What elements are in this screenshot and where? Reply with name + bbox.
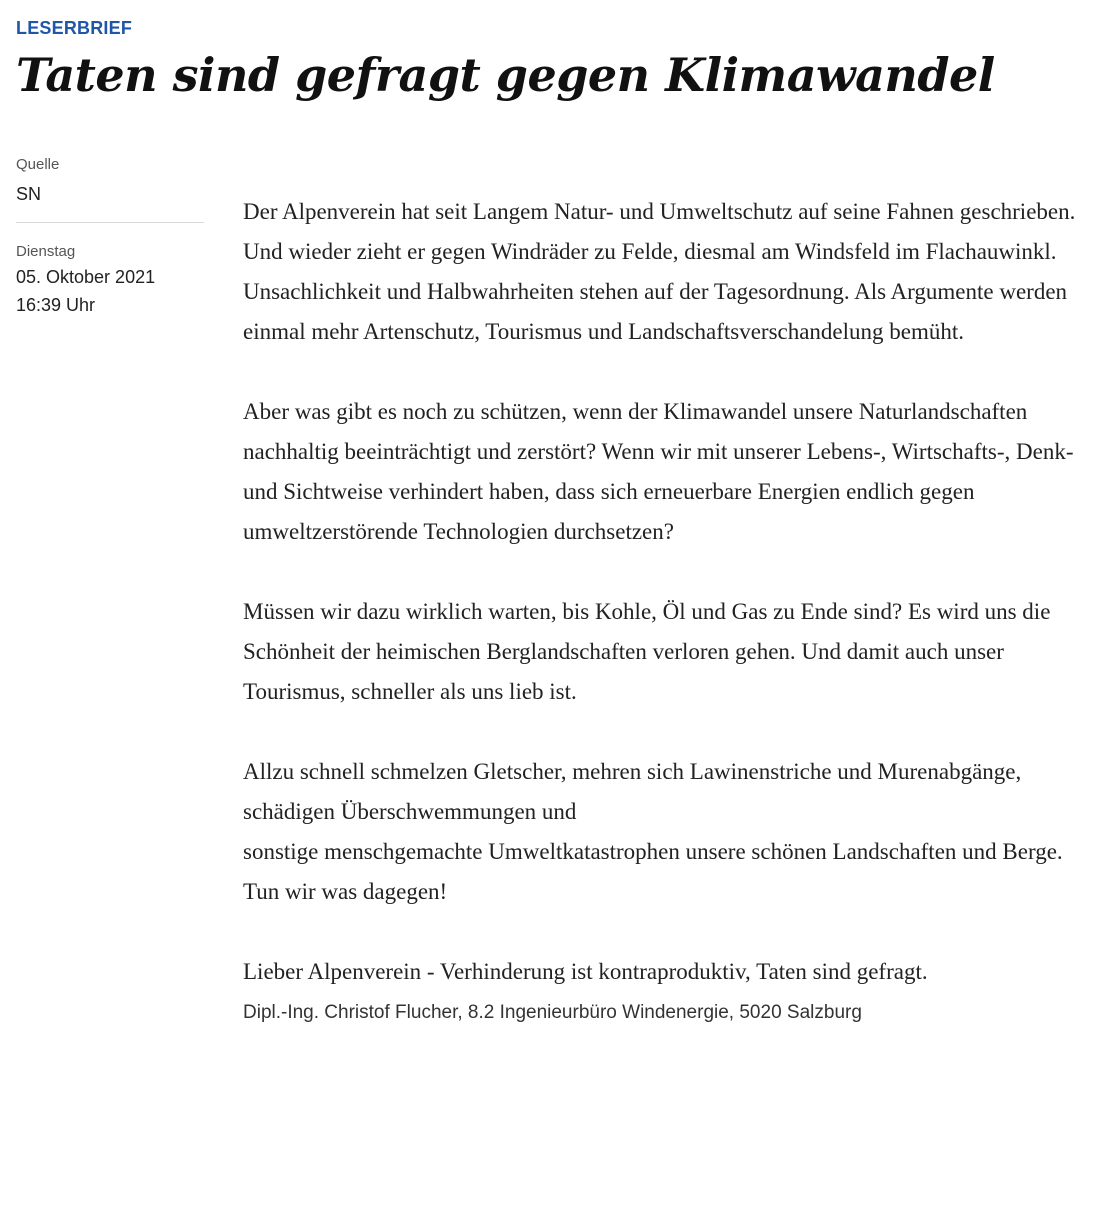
publish-date: 05. Oktober 2021 (16, 267, 156, 287)
paragraph-4 (243, 752, 1103, 912)
paragraph-1 (243, 192, 1103, 352)
paragraph-3: Müssen wir dazu wirklich warten, bis Kohle, Öl und Gas zu Ende sind? Es wird uns die Schönheit der heimischen Berglandschaften verloren gehen. Und damit auch unser Tourismus, schneller als uns lieb ist. (243, 599, 1051, 704)
author-signature: Dipl.-Ing. Christof Flucher, 8.2 Ingenieurbüro Windenergie, 5020 Salzburg (243, 1002, 862, 1023)
article-body (243, 192, 1103, 1028)
paragraph-1-line-1: Der Alpenverein hat seit Langem Natur- und Umweltschutz auf seine Fahnen geschrieben. (243, 199, 1076, 224)
paragraph-1-line-2: Und wieder zieht er gegen Windräder zu Felde, diesmal am Windsfeld im Flachauwinkl. Unsachlichkeit und Halbwahrheiten stehen auf der Tagesordnung. Als Argumente werden einmal mehr Artenschutz, Tourismus und Landschaftsverschandelung bemüht. (243, 239, 1068, 344)
paragraph-4-line-2: sonstige menschgemachte Umweltkatastrophen unsere schönen Landschaften und Berge. (243, 839, 1063, 864)
paragraph-5: Lieber Alpenverein - Verhinderung ist kontraproduktiv, Taten sind gefragt. (243, 959, 928, 984)
paragraph-2: Aber was gibt es noch zu schützen, wenn der Klimawandel unsere Naturlandschaften nachhaltig beeinträchtigt und zerstört? Wenn wir mit unserer Lebens-, Wirtschafts-, Denk- und Sichtweise verhindert haben, dass sich erneuerbare Energien endlich gegen umweltzerstörende Technologien durchsetzen? (243, 399, 1074, 544)
article-meta (16, 156, 204, 319)
meta-date (16, 223, 204, 319)
publish-time: 16:39 Uhr (16, 295, 96, 315)
source-value: SN (16, 184, 42, 204)
paragraph-4-line-1: Allzu schnell schmelzen Gletscher, mehren sich Lawinenstriche und Murenabgänge, schädigen Überschwemmungen und (243, 759, 1022, 824)
weekday-label: Dienstag (16, 243, 76, 260)
article-headline: Taten sind gefragt gegen Klimawandel (16, 48, 995, 102)
paragraph-4-line-3: Tun wir was dagegen! (243, 879, 448, 904)
meta-source (16, 156, 204, 223)
section-kicker[interactable]: LESERBRIEF (16, 18, 133, 38)
source-label: Quelle (16, 156, 60, 173)
